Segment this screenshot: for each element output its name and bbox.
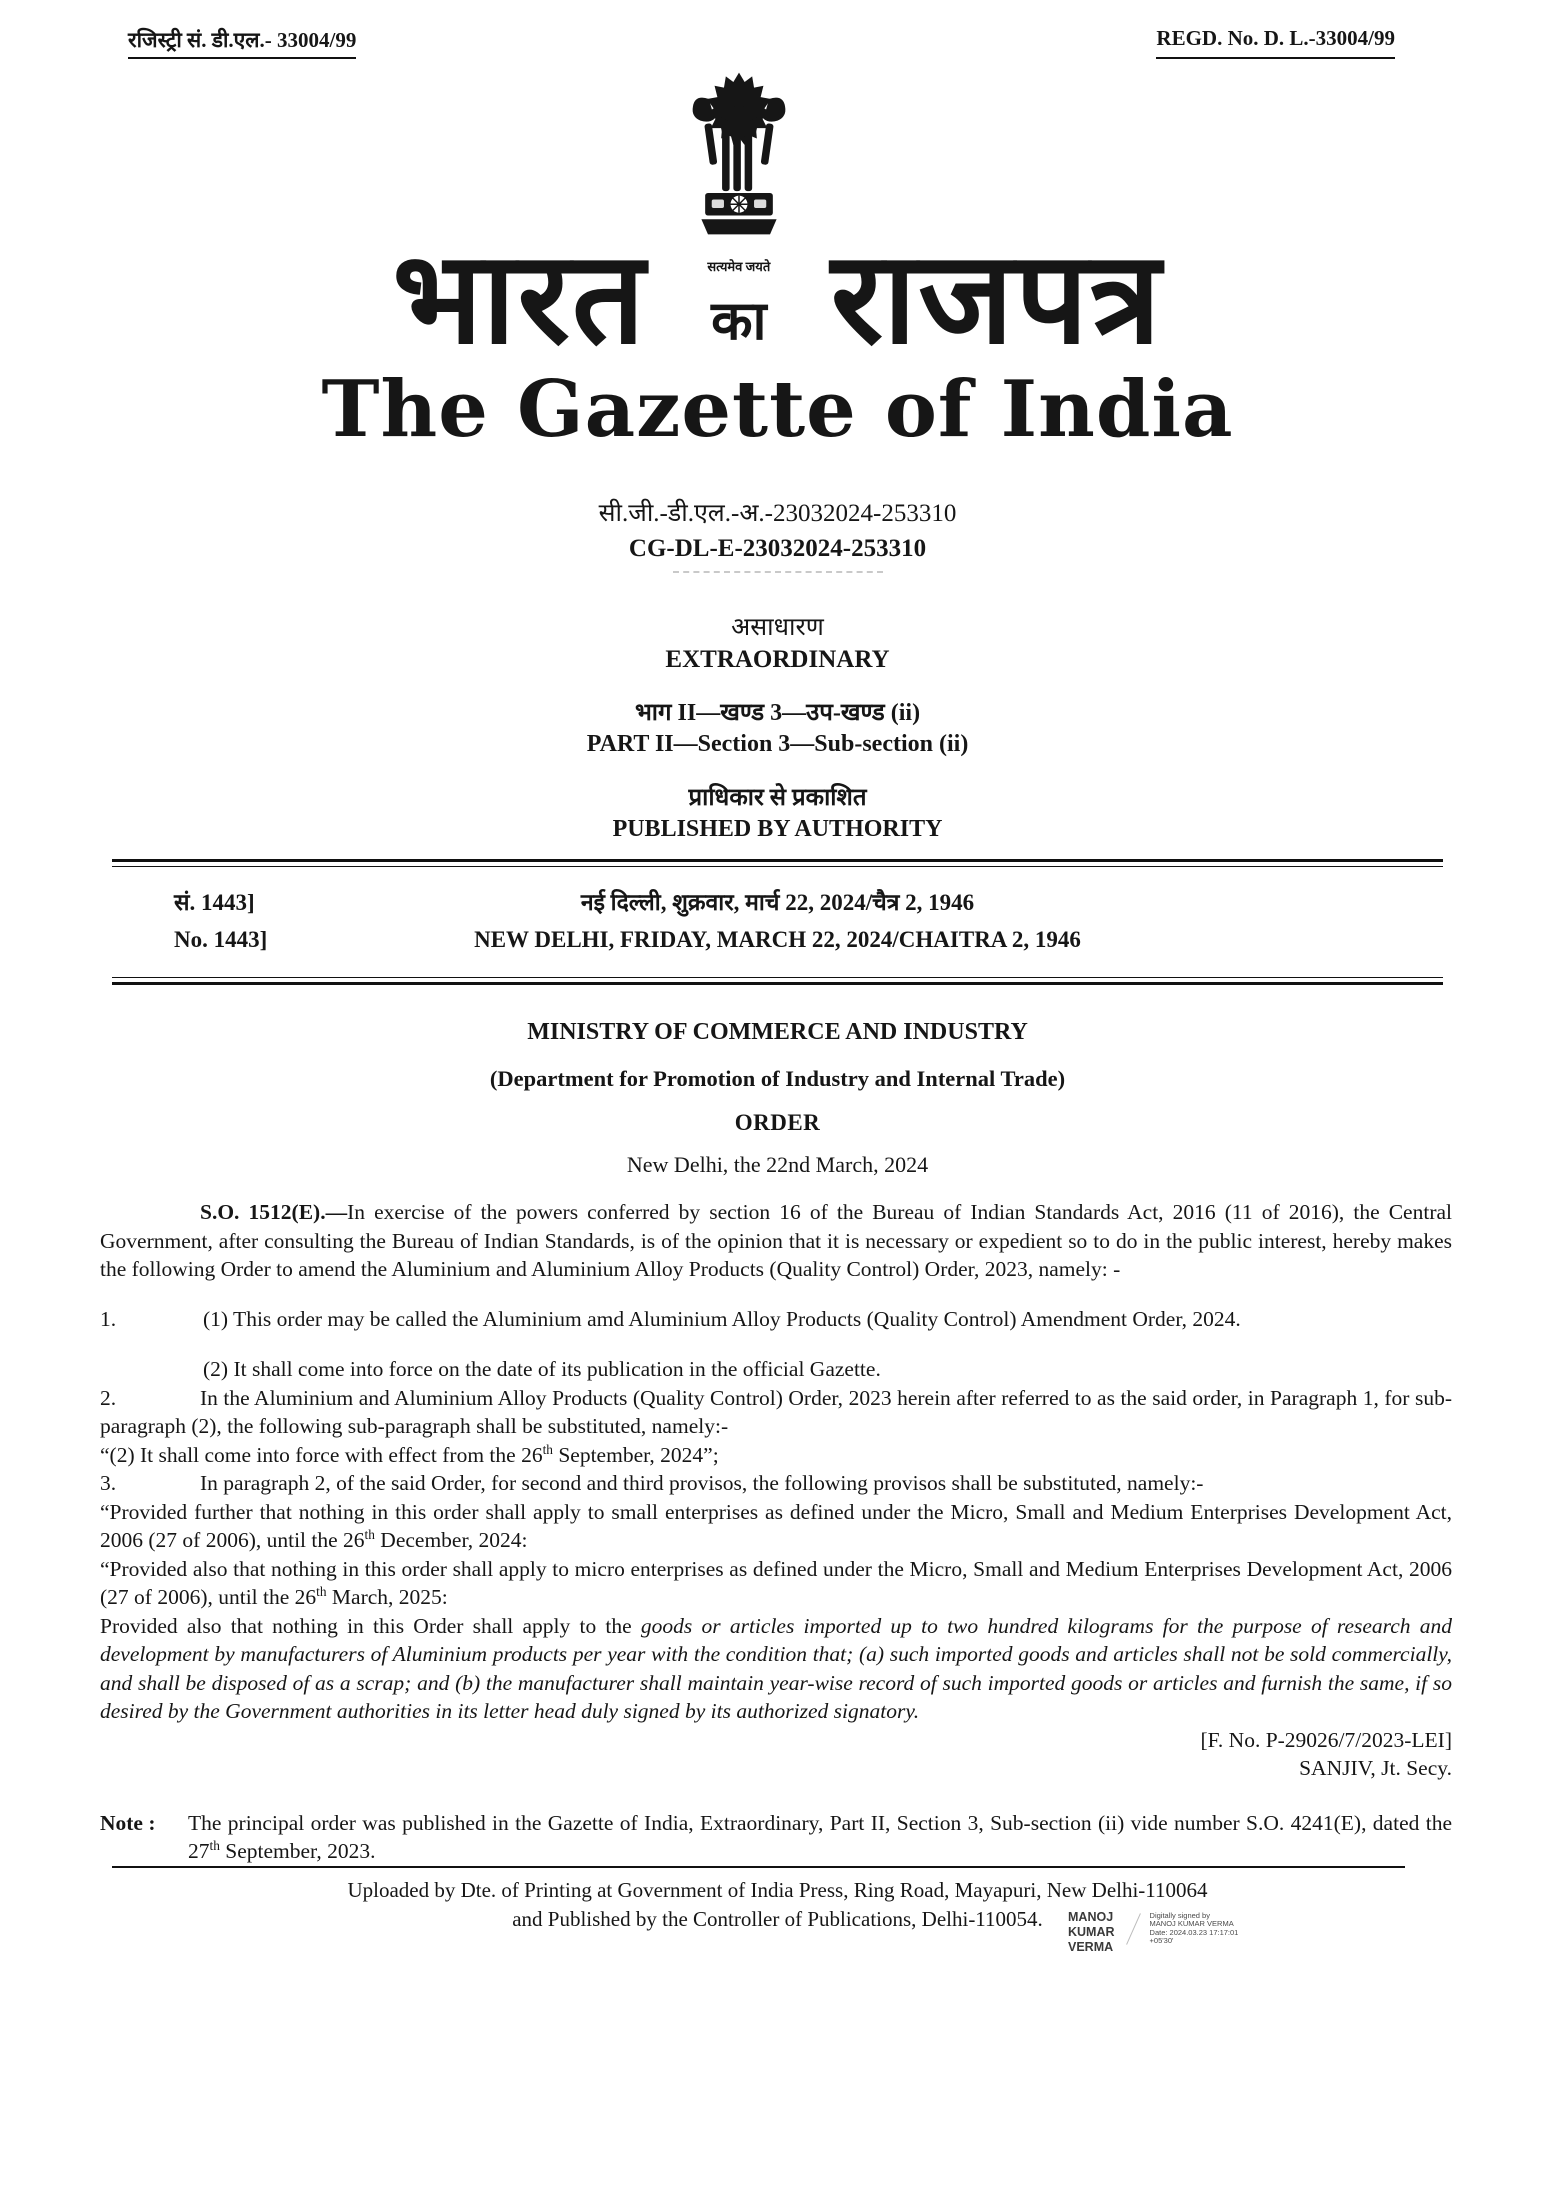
issue-number-hindi: सं. 1443] [174,890,255,916]
issue-row-english [112,921,1443,963]
clause-2 [100,1384,1452,1441]
clause-3-number: 3. [100,1471,117,1496]
registration-row [0,0,1555,59]
footer-imprint [0,1876,1555,1934]
part-section-hindi: भाग II—खण्ड 3—उप-खण्ड (ii) [634,700,921,726]
proviso-research-development: Provided also that nothing in this Order shall apply to the goods or articles imported up to two hundred kilograms for the purpose of research and development by manufacturers of Aluminium products per year with the condition that; (a) such imported goods and articles shall not be sold commercially, and shall be disposed of as a scrap; and (b) the manufacturer shall maintain year-wise record of such imported goods or articles and furnish the same, if so desired by the Government authorities in its letter head duly signed by its authorized signatory. [100,1613,1452,1724]
page-footer [0,1866,1555,1954]
masthead-english-title: The Gazette of India [321,364,1234,455]
clause-1-number: 1. [100,1306,117,1331]
motto-satyameva-jayate: सत्यमेव जयते [707,259,771,274]
signer-name: MANOJ KUMAR VERMA [1068,1909,1115,1954]
published-by-authority-english: PUBLISHED BY AUTHORITY [612,816,943,843]
clause-2-number: 2. [100,1385,117,1410]
file-number: [F. No. P-29026/7/2023-LEI] [1200,1727,1452,1752]
extraordinary-english: EXTRAORDINARY [665,646,890,673]
part-section-english: PART II—Section 3—Sub-section (ii) [586,731,969,758]
issue-date-english: NEW DELHI, FRIDAY, MARCH 22, 2024/CHAITRA 2, 1946 [474,927,1081,953]
authority-block [0,780,1555,843]
registration-number-english: REGD. No. D. L.-33004/99 [1156,26,1395,59]
signatory-name: SANJIV, Jt. Secy. [1299,1756,1452,1781]
order-heading-block [0,1019,1555,1178]
masthead [0,67,1555,455]
order-place-date: New Delhi, the 22nd March, 2024 [626,1152,929,1178]
clause-3 [100,1469,1452,1498]
part-section-block [0,698,1555,760]
code-divider [673,571,883,573]
issue-date-hindi: नई दिल्ली, शुक्रवार, मार्च 22, 2024/चैत्र 2, 1946 [580,890,975,916]
issue-bar-top-rule [112,859,1443,867]
signature-slash-mark [1126,1913,1141,1944]
note-text: The principal order was published in the Gazette of India, Extraordinary, Part II, Section 3, Sub-section (ii) vide number S.O. 4241(E), dated the 27th September, 2023. [188,1810,1452,1864]
clause-1-sub-1: (1) This order may be called the Aluminium amd Aluminium Alloy Products (Quality Control) Amendment Order, 2024. [203,1306,1241,1331]
masthead-hindi-right: राजपत्र [830,228,1163,371]
proviso-micro-enterprises: “Provided also that nothing in this order shall apply to micro enterprises as defined under the Micro, Small and Medium Enterprises Development Act, 2006 (27 of 2006), until the 26th March, 2025: [100,1556,1452,1610]
proviso-small-enterprises: “Provided further that nothing in this order shall apply to small enterprises as defined under the Micro, Small and Medium Enterprises Development Act, 2006 (27 of 2006), until the 26th December, 2024: [100,1499,1452,1553]
footer-rule [112,1866,1405,1868]
gazette-code-block [0,495,1555,573]
issue-rows [112,867,1443,977]
substituted-subparagraph-quote: “(2) It shall come into force with effect from the 26th September, 2024”; [100,1441,719,1467]
clause-1 [100,1305,1452,1384]
note-label: Note : [100,1810,156,1835]
gazette-code-hindi: सी.जी.-डी.एल.-अ.-23032024-253310 [598,500,957,527]
issue-bar [112,859,1443,985]
footer-line-2: and Published by the Controller of Publications, Delhi-110054. [512,1906,1043,1931]
extraordinary-hindi: असाधारण [731,614,824,641]
ashoka-lion-capital-emblem-icon [673,67,805,255]
footer-line-1: Uploaded by Dte. of Printing at Government of India Press, Ring Road, Mayapuri, New Delhi-110064 [347,1877,1208,1902]
issue-bar-bottom-rule [112,977,1443,985]
clause-1-sub-2: (2) It shall come into force on the date of its publication in the official Gazette. [203,1357,881,1382]
gazette-code-english: CG-DL-E-23032024-253310 [628,535,927,562]
registration-number-hindi: रजिस्ट्री सं. डी.एल.- 33004/99 [128,26,356,59]
clause-2-text: In the Aluminium and Aluminium Alloy Products (Quality Control) Order, 2023 herein after referred to as the said order, in Paragraph 1, for sub-paragraph (2), the following sub-paragraph shall be substituted, namely:- [100,1385,1452,1439]
department-title: (Department for Promotion of Industry and Internal Trade) [489,1066,1066,1092]
masthead-hindi-left: भारत [392,228,647,371]
edition-block [0,609,1555,843]
order-heading: ORDER [734,1110,821,1136]
published-by-authority-hindi: प्राधिकार से प्रकाशित [688,785,867,812]
masthead-title-row [0,67,1555,371]
order-body [100,1198,1452,1866]
digital-signature-block [1068,1910,1238,1955]
so-paragraph: S.O. 1512(E).—In exercise of the powers conferred by section 16 of the Bureau of Indian Standards Act, 2016 (11 of 2016), the Central Government, after consulting the Bureau of Indian Standards, is of the opinion that it is necessary or expedient so to do in the public interest, hereby makes the following Order to amend the Aluminium and Aluminium Alloy Products (Quality Control) Order, 2023, namely: - [100,1200,1453,1282]
issue-number-english: No. 1443] [174,927,268,953]
masthead-hindi-ka: का [711,291,767,351]
note-paragraph [100,1809,1452,1866]
signature-details: Digitally signed by MANOJ KUMAR VERMA Date: 2024.03.23 17:17:01 +05'30' [1149,1910,1239,1946]
masthead-center-column [673,67,805,355]
issue-row-hindi [112,879,1443,921]
clause-3-text: In paragraph 2, of the said Order, for second and third provisos, the following provisos shall be substituted, namely:- [200,1471,1204,1496]
ministry-title: MINISTRY OF COMMERCE AND INDUSTRY [527,1019,1028,1046]
